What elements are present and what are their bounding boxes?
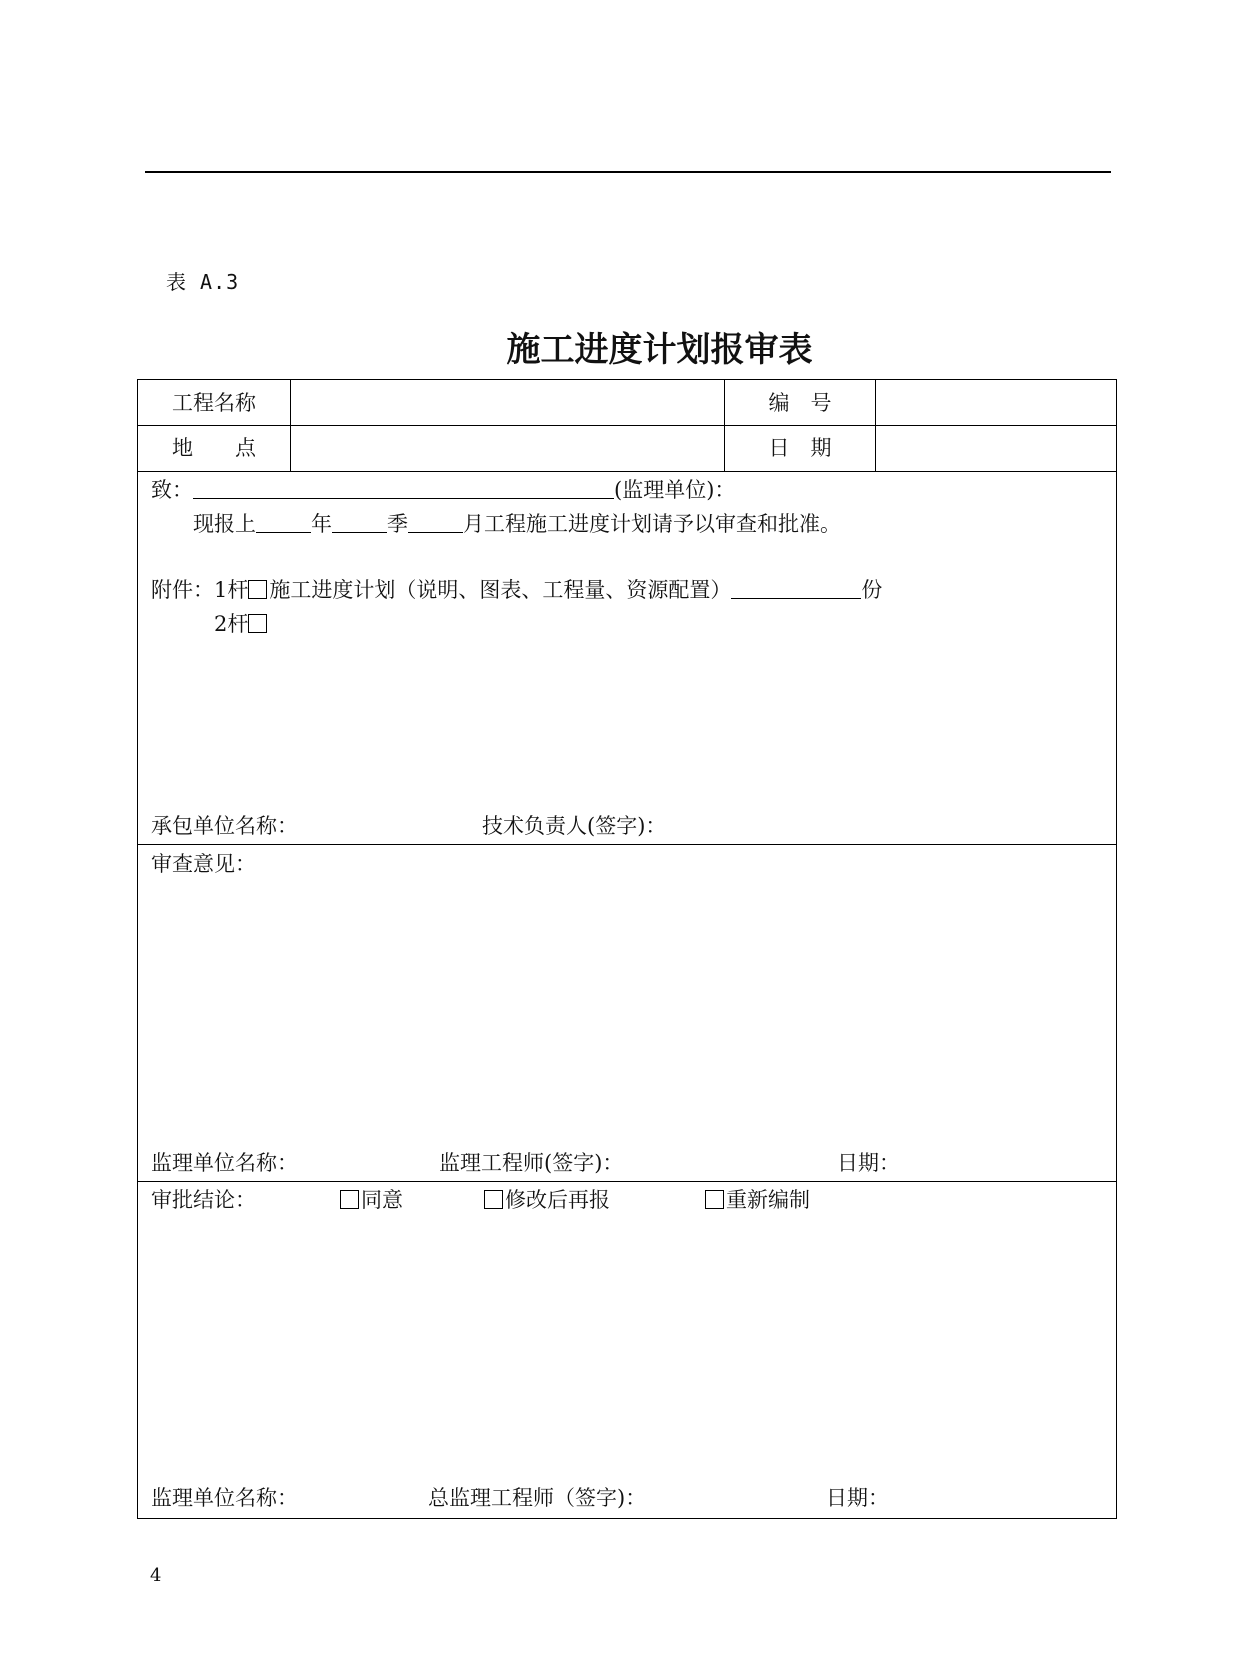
revise-label: 修改后再报: [505, 1188, 610, 1212]
attachment-1-text: 施工进度计划（说明、图表、工程量、资源配置）: [269, 578, 732, 602]
supervisor-unit-blank[interactable]: [193, 476, 614, 499]
approval-date-label: 日期：: [826, 1486, 889, 1510]
attachment-1-line: [151, 576, 882, 604]
approval-conclusion-label: 审批结论：: [151, 1188, 256, 1212]
report-prefix: 现报上: [193, 512, 256, 536]
number-label: 编 号: [768, 391, 832, 415]
attachment-1-number: 1杆: [214, 578, 249, 602]
tech-lead-signature-label: 技术负责人(签字)：: [482, 814, 667, 838]
document-title: [0, 322, 1241, 371]
row-divider-2: [138, 471, 1116, 472]
attachment-2-checkbox[interactable]: [248, 614, 267, 633]
addressee-line: [151, 476, 735, 504]
location-field[interactable]: [291, 426, 723, 470]
redo-checkbox[interactable]: [705, 1190, 724, 1209]
document-title-text: 施工进度计划报审表: [506, 330, 813, 370]
attachment-2-number: 2杆: [214, 612, 249, 636]
option-agree[interactable]: [340, 1186, 403, 1214]
review-date-label: 日期：: [837, 1151, 900, 1175]
revise-checkbox[interactable]: [484, 1190, 503, 1209]
report-line: [193, 510, 841, 538]
row-divider-4: [138, 1181, 1116, 1182]
attachment-2-line: [214, 610, 269, 638]
date-label: 日 期: [768, 436, 832, 460]
header-rule: [145, 171, 1111, 173]
attachment-1-checkbox[interactable]: [248, 580, 267, 599]
to-label: 致：: [151, 478, 193, 502]
page-number: 4: [150, 1565, 162, 1586]
table-number: 表 A.3: [166, 270, 240, 294]
review-opinion-label: 审查意见：: [151, 852, 256, 876]
agree-checkbox[interactable]: [340, 1190, 359, 1209]
attachment-label: 附件：: [151, 578, 214, 602]
chief-engineer-label: 总监理工程师（签字)：: [428, 1486, 647, 1510]
month-blank[interactable]: [408, 510, 463, 533]
option-redo[interactable]: [705, 1186, 810, 1214]
project-name-label: 工程名称: [172, 391, 256, 415]
quarter-blank[interactable]: [332, 510, 387, 533]
year-word: 年: [311, 512, 332, 536]
copies-unit: 份: [861, 578, 883, 602]
year-blank[interactable]: [256, 510, 311, 533]
report-suffix: 月工程施工进度计划请予以审查和批准。: [463, 512, 841, 536]
redo-label: 重新编制: [726, 1188, 810, 1212]
agree-label: 同意: [361, 1188, 403, 1212]
copies-blank[interactable]: [731, 576, 861, 599]
quarter-word: 季: [387, 512, 408, 536]
contractor-name-label: 承包单位名称：: [151, 814, 298, 838]
option-revise[interactable]: [484, 1186, 610, 1214]
approval-unit-label: 监理单位名称：: [151, 1486, 298, 1510]
review-form: [137, 379, 1117, 1519]
supervising-engineer-label: 监理工程师(签字)：: [439, 1151, 624, 1175]
project-name-field[interactable]: [291, 381, 723, 425]
review-opinion-area[interactable]: [151, 885, 1101, 1135]
review-unit-label: 监理单位名称：: [151, 1151, 298, 1175]
number-field[interactable]: [876, 381, 1116, 425]
date-field[interactable]: [876, 426, 1116, 470]
row-divider-3: [138, 844, 1116, 845]
to-suffix: (监理单位)：: [614, 478, 736, 502]
location-label: 地 点: [172, 436, 256, 460]
